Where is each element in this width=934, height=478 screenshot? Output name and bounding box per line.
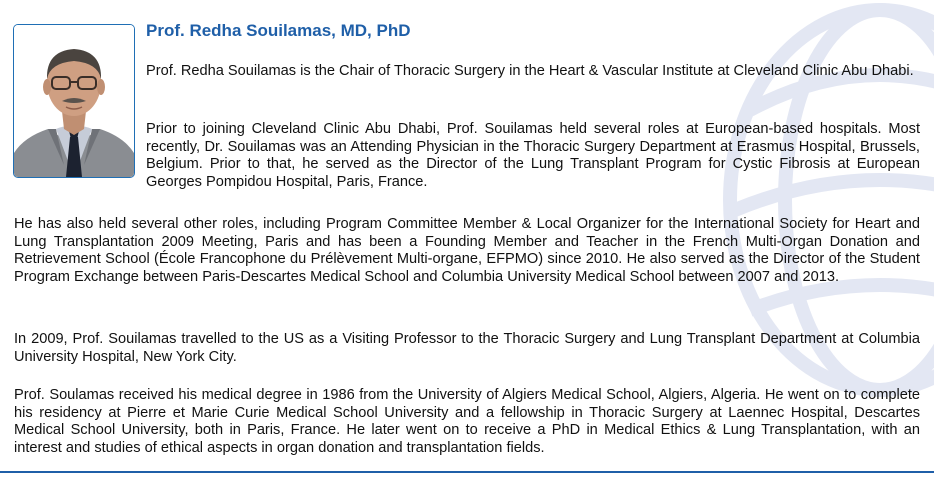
bottom-divider: [0, 471, 934, 473]
portrait-photo-icon: [14, 25, 134, 177]
bio-paragraph-2: Prior to joining Cleveland Clinic Abu Dhabi, Prof. Souilamas held several roles at European-based hospitals. Most recently, Dr. Souilamas was an Attending Physician in the Thoracic Surgery Department at Erasmus Hospital, Brussels, Belgium. Prior to that, he served as the Director of the Lung Transplant Program for Cystic Fibrosis at European Georges Pompidou Hospital, Paris, France.: [146, 121, 920, 190]
bio-paragraph-1: Prof. Redha Souilamas is the Chair of Thoracic Surgery in the Heart & Vascular Institute at Cleveland Clinic Abu Dhabi.: [146, 63, 914, 79]
bio-paragraph-3: He has also held several other roles, including Program Committee Member & Local Organizer for the International Society for Heart and Lung Transplantation 2009 Meeting, Paris and has been a Founding Member and Teacher in the French Multi-Organ Donation and Retrievement School (École Francophone du Prélèvement Multi-organe, EFPMO) since 2010. He also served as the Director of the Student Program Exchange between Paris-Descartes Medical School and Columbia University Medical School between 2007 and 2013.: [14, 216, 920, 285]
bio-paragraph-4: In 2009, Prof. Souilamas travelled to the US as a Visiting Professor to the Thoracic Surgery and Lung Transplant Department at Columbia University Hospital, New York City.: [14, 331, 920, 365]
profile-photo: [13, 24, 135, 178]
page-title: Prof. Redha Souilamas, MD, PhD: [146, 21, 411, 40]
bio-paragraph-5: Prof. Soulamas received his medical degree in 1986 from the University of Algiers Medical School, Algiers, Algeria. He went on to complete his residency at Pierre et Marie Curie Medical School University and a fellowship in Thoracic Surgery at Laennec Hospital, Descartes Medical School University, both in Paris, France. He later went on to receive a PhD in Medical Ethics & Lung Transplantation, with an interest and studies of ethical aspects in organ donation and transplantation fields.: [14, 387, 920, 456]
